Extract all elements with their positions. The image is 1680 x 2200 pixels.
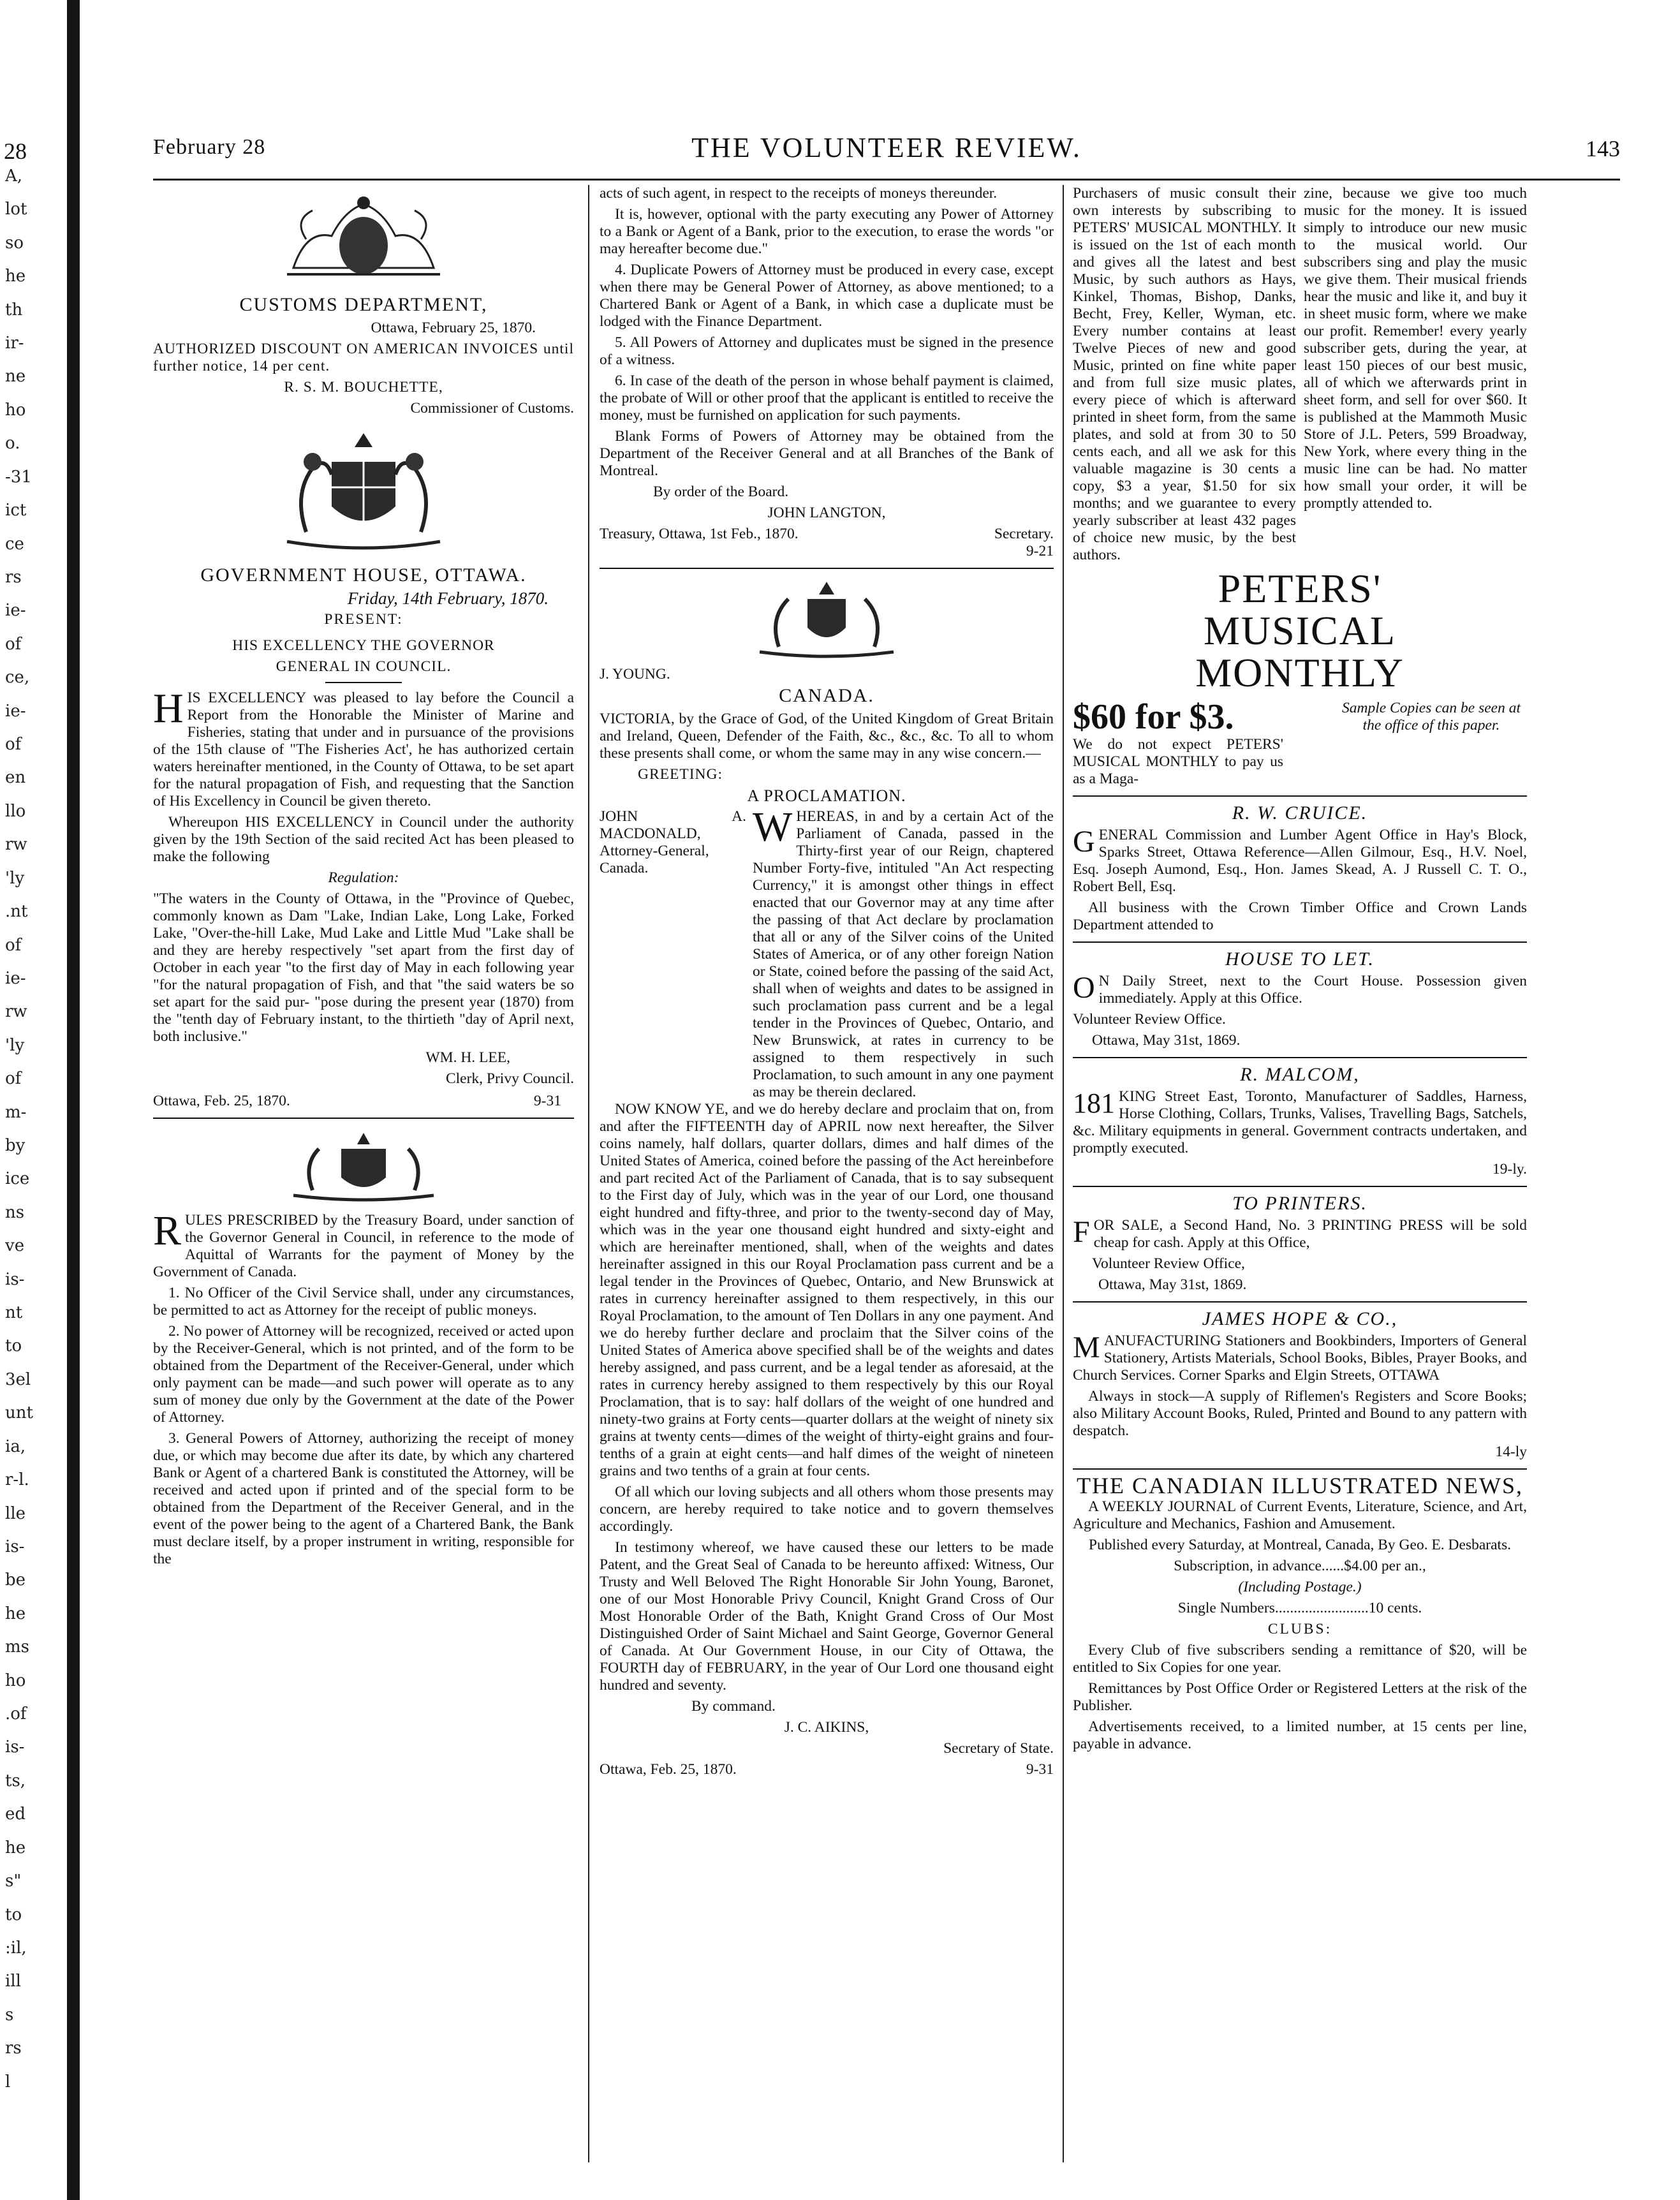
house-body-text: N Daily Street, next to the Court House. Possession given immediately. Apply at this Office. bbox=[1098, 973, 1527, 1007]
malcom-title: R. MALCOM, bbox=[1240, 1064, 1360, 1085]
news-single: Single Numbers.........................10 cents. bbox=[1177, 1600, 1422, 1616]
proclamation-intro: VICTORIA, by the Grace of God, of the United Kingdom of Great Britain and Ireland, Queen, Defender of the Faith, &c., &c., &c. To all to whom these presents shall come, or whom the same may in any wise concern.— bbox=[600, 711, 1054, 762]
margin-fragment: is- bbox=[5, 1537, 25, 1556]
malcom-ref: 19-ly. bbox=[1492, 1161, 1527, 1178]
peters-offer: $60 for $3. bbox=[1073, 697, 1234, 737]
gov-house-body2: Whereupon HIS EXCELLENCY in Council under the authority given by the 19th Section of the said recited Act has been pleased to make the following bbox=[153, 814, 574, 865]
peters-sample: Sample Copies can be seen at the office of this paper. bbox=[1342, 700, 1521, 734]
drop-cap: H bbox=[153, 685, 184, 732]
cruice-body bbox=[1073, 827, 1527, 896]
column-1 bbox=[153, 185, 574, 2175]
proclamation-signer-title: Secretary of State. bbox=[943, 1740, 1054, 1757]
column-rule-2 bbox=[1063, 185, 1064, 2162]
gov-house-title: GOVERNMENT HOUSE, OTTAWA. bbox=[200, 565, 527, 586]
drop-cap: W bbox=[753, 804, 793, 850]
printers-date: Ottawa, May 31st, 1869. bbox=[1098, 1276, 1247, 1293]
margin-fragment: ms bbox=[5, 1637, 29, 1657]
news-subscription: Subscription, in advance......$4.00 per an., bbox=[1174, 1558, 1426, 1574]
news-published: Published every Saturday, at Montreal, Canada, By Geo. E. Desbarats. bbox=[1088, 1537, 1512, 1553]
proclamation-footer bbox=[600, 1761, 1054, 1778]
treasury-intro bbox=[153, 1207, 574, 1281]
section-rule bbox=[153, 1118, 574, 1119]
margin-fragment: ce, bbox=[5, 668, 30, 688]
printers-office: Volunteer Review Office, bbox=[1092, 1255, 1245, 1272]
margin-fragment: .nt bbox=[5, 902, 28, 922]
section-rule bbox=[1073, 1468, 1527, 1470]
margin-fragment: be bbox=[5, 1570, 26, 1590]
margin-fragment: ia, bbox=[5, 1436, 26, 1456]
house-date: Ottawa, May 31st, 1869. bbox=[1092, 1032, 1241, 1049]
proclamation-subtitle: A PROCLAMATION. bbox=[747, 786, 906, 805]
gov-house-signer: WM. H. LEE, bbox=[425, 1049, 510, 1066]
margin-fragment: to bbox=[5, 1905, 22, 1924]
margin-fragment: s bbox=[5, 2005, 14, 2025]
musical-wordmark: MUSICAL bbox=[1203, 608, 1397, 653]
margin-fragment: ie- bbox=[5, 601, 26, 621]
margin-fragment: to bbox=[5, 1336, 22, 1356]
treasury-intro-text: ULES PRESCRIBED by the Treasury Board, under sanction of the Governor General in Council, in reference to the mode of Aquittal of Warrants for the payment of Money by the Government of Canada. bbox=[153, 1212, 574, 1280]
cruice-body2: All business with the Crown Timber Office and Crown Lands Department attended to bbox=[1073, 899, 1527, 933]
margin-fragment: en bbox=[5, 768, 26, 788]
treasury-cont: acts of such agent, in respect to the receipts of moneys thereunder. bbox=[600, 185, 998, 202]
treasury-rule6: 6. In case of the death of the person in whose behalf payment is claimed, the probate of Will or other proof that the applicant is entitled to receive the money, must be furnished on application for such payments. bbox=[600, 373, 1054, 424]
peters-right bbox=[1304, 185, 1527, 568]
margin-fragment: m- bbox=[5, 1102, 27, 1122]
margin-fragment: r-l. bbox=[5, 1470, 29, 1490]
proclamation-ref: 9-31 bbox=[1026, 1761, 1054, 1778]
margin-fragment: is- bbox=[5, 1738, 25, 1757]
customs-dateline: Ottawa, February 25, 1870. bbox=[371, 320, 536, 336]
treasury-rule3: 3. General Powers of Attorney, authorizing the receipt of money due, or which may become due after its date, by which any chartered Bank or Agent of a chartered Bank is constituted the Attorney, will be received and acted upon if printed and of the special form to be obtained from the Department of the Receiver General, and in the event of the power being to the agent of a Chartered Bank, the Bank must declare itself, by a proper instrument in writing, responsible for the bbox=[153, 1430, 574, 1567]
hope-title: JAMES HOPE & CO., bbox=[1202, 1308, 1398, 1329]
hope-body bbox=[1073, 1333, 1527, 1384]
margin-fragment: lle bbox=[5, 1503, 26, 1523]
newspaper-title: THE VOLUNTEER REVIEW. bbox=[691, 132, 1082, 163]
margin-fragment: by bbox=[5, 1136, 26, 1155]
margin-fragment: s" bbox=[5, 1871, 22, 1891]
drop-cap: O bbox=[1073, 971, 1095, 1005]
margin-fragment: o. bbox=[5, 434, 20, 454]
margin-fragment: he bbox=[5, 1838, 26, 1857]
treasury-blank-forms: Blank Forms of Powers of Attorney may be obtained from the Department of the Receiver General and at all Branches of the Bank of Montreal. bbox=[600, 428, 1054, 479]
monthly-wordmark: MONTHLY bbox=[1195, 650, 1404, 695]
customs-signer-title: Commissioner of Customs. bbox=[410, 400, 574, 417]
margin-fragment: llo bbox=[5, 801, 26, 821]
gov-house-signer-title: Clerk, Privy Council. bbox=[445, 1070, 574, 1087]
treasury-signer: JOHN LANGTON, bbox=[767, 505, 886, 521]
proclamation-dateline: Ottawa, Feb. 25, 1870. bbox=[600, 1761, 737, 1778]
margin-fragment: ir- bbox=[5, 334, 24, 353]
coat-of-arms-icon bbox=[268, 424, 459, 557]
gov-house-dateline: Ottawa, Feb. 25, 1870. bbox=[153, 1093, 290, 1109]
gov-house-date: Friday, 14th February, 1870. bbox=[348, 589, 549, 608]
margin-fragment: ho bbox=[5, 1671, 26, 1690]
royal-crest-icon bbox=[281, 191, 446, 287]
page-header bbox=[153, 132, 1620, 173]
binding-gutter bbox=[67, 0, 80, 2200]
margin-fragment: .of bbox=[5, 1704, 27, 1724]
margin-fragment: :il, bbox=[5, 1938, 27, 1958]
hope-ref: 14-ly bbox=[1495, 1443, 1527, 1460]
treasury-dateline: Treasury, Ottawa, 1st Feb., 1870. bbox=[600, 526, 799, 542]
customs-title: CUSTOMS DEPARTMENT, bbox=[239, 294, 488, 315]
malcom-number: 181 bbox=[1073, 1088, 1115, 1119]
margin-fragment: rs bbox=[5, 2039, 22, 2058]
malcom-body-text: KING Street East, Toronto, Manufacturer of Saddles, Harness, Horse Clothing, Collars, Trunks, Valises, Travelling Bags, Satchels, &c. Military equipments in general. Government contracts undertaken, and promptly executed. bbox=[1073, 1088, 1527, 1156]
treasury-rule1: 1. No Officer of the Civil Service shall, under any circumstances, be permitted to act as Attorney for the receipt of public moneys. bbox=[153, 1285, 574, 1318]
regulation-text: "The waters in the County of Ottawa, in the "Province of Quebec, commonly known as Dam "Lake, Indian Lake, Long Lake, Forked Lake, "Over-the-hill Lake, Mud Lake and Little Mud "Lake shall be and they are hereby respectively "set apart from the first day of October in each year "to the first day of May in each following year "for the natural propagation of Fish, and that "the said waters be so set apart for the said pur- "pose during the present year (1870) from the "tenth day of February instant, to the thirtieth "day of April next, both inclusive." bbox=[153, 890, 574, 1045]
house-title: HOUSE TO LET. bbox=[1225, 949, 1375, 970]
treasury-signer-title: Secretary. bbox=[994, 526, 1054, 542]
drop-cap: R bbox=[153, 1207, 182, 1254]
cruice-body-text: ENERAL Commission and Lumber Agent Office in Hay's Block, Sparks Street, Ottawa Reference—Allen Gilmour, Esq., H.V. Noel, Esq. Joseph Aumond, Esq., Hon. James Skead, A. J Russell C. T. O., Robert Bell, Esq. bbox=[1073, 827, 1527, 895]
house-body bbox=[1073, 973, 1527, 1007]
customs-notice: AUTHORIZED DISCOUNT ON AMERICAN INVOICES until further notice, 14 per cent. bbox=[153, 341, 574, 374]
margin-fragment: ill bbox=[5, 1972, 21, 1991]
gov-house-ref: 9-31 bbox=[533, 1093, 561, 1109]
column-3 bbox=[1073, 185, 1527, 2175]
drop-cap: G bbox=[1073, 825, 1095, 859]
news-clubs-body: Every Club of five subscribers sending a remittance of $20, will be entitled to Six Copies for one year. bbox=[1073, 1642, 1527, 1676]
section-rule bbox=[1073, 1186, 1527, 1187]
margin-fragment: A, bbox=[5, 166, 23, 186]
printers-body-text: OR SALE, a Second Hand, No. 3 PRINTING PRESS will be sold cheap for cash. Apply at this Office, bbox=[1093, 1217, 1527, 1251]
proclamation-body4: In testimony whereof, we have caused these our letters to be made Patent, and the Great Seal of Canada to be hereunto affixed: Witness, Our Trusty and Well Beloved The Right Honorable Sir John Young, Baronet, one of our Most Honorable Privy Council, Knight Grand Cross of Our Most Honorable Order of the Bath, Knight Grand Cross of Our Most Distinguished Order of Saint Michael and Saint George, Governor General of Canada. At Our Government House, in our City of Ottawa, the FOURTH day of FEBRUARY, in the year of Our Lord one thousand eight hundred and seventy. bbox=[600, 1539, 1054, 1694]
margin-fragment: lot bbox=[5, 200, 27, 219]
news-ads: Advertisements received, to a limited number, at 15 cents per line, payable in advance. bbox=[1073, 1718, 1527, 1752]
margin-fragment: ve bbox=[5, 1236, 25, 1256]
header-date: February 28 bbox=[153, 135, 266, 159]
proclamation-signer: J. C. AIKINS, bbox=[784, 1719, 869, 1736]
peters-offer-row bbox=[1073, 698, 1527, 736]
proclamation-opening bbox=[600, 804, 1054, 1101]
section-rule bbox=[325, 682, 402, 683]
cruice-title: R. W. CRUICE. bbox=[1232, 802, 1368, 823]
left-page-number: 28 bbox=[4, 138, 27, 164]
section-rule bbox=[1073, 941, 1527, 943]
drop-cap: F bbox=[1073, 1215, 1090, 1249]
malcom-body bbox=[1073, 1088, 1527, 1157]
margin-fragment: of bbox=[5, 634, 22, 654]
regulation-label: Regulation: bbox=[328, 869, 399, 886]
attorney-general-label: JOHN A. MACDONALD, Attorney-General, Canada. bbox=[600, 808, 746, 876]
section-rule bbox=[1073, 795, 1527, 797]
proclamation-signature: J. YOUNG. bbox=[600, 666, 670, 683]
news-clubs: CLUBS: bbox=[1267, 1621, 1332, 1637]
drop-cap: M bbox=[1073, 1331, 1100, 1364]
margin-fragment: so bbox=[5, 233, 24, 253]
margin-fragment: ce bbox=[5, 534, 24, 554]
margin-fragment: ie- bbox=[5, 968, 26, 988]
hope-body2: Always in stock—A supply of Riflemen's Registers and Score Books; also Military Account Books, Ruled, Printed and Bound to any pattern with despatch. bbox=[1073, 1388, 1527, 1439]
margin-fragment: is- bbox=[5, 1269, 25, 1289]
gov-house-body1-text: IS EXCELLENCY was pleased to lay before the Council a Report from the Honorable the Minister of Marine and Fisheries, stating that under and in pursuance of the provisions of the 15th clause of "The Fisheries Act', he has authorized certain waters hereinafter mentioned, in the County of Ottawa, to be set apart for the natural propagation of Fish, and requesting that the Sanction of His Excellency in Council be given thereto. bbox=[153, 690, 574, 809]
royal-coat-of-arms-icon bbox=[744, 577, 910, 660]
section-rule bbox=[1073, 1301, 1527, 1303]
proclamation-greeting: GREETING: bbox=[638, 766, 723, 783]
printers-title: TO PRINTERS. bbox=[1232, 1193, 1367, 1214]
page-number: 143 bbox=[1586, 136, 1620, 161]
margin-fragment: 'ly bbox=[5, 1035, 25, 1055]
margin-fragment: rw bbox=[5, 835, 27, 855]
margin-fragment: he bbox=[5, 267, 26, 286]
gov-house-present: PRESENT: bbox=[324, 611, 403, 628]
margin-fragment: ho bbox=[5, 400, 26, 420]
excellency-line1: HIS EXCELLENCY THE GOVERNOR bbox=[232, 637, 495, 654]
news-remittance: Remittances by Post Office Order or Registered Letters at the risk of the Publisher. bbox=[1073, 1680, 1527, 1714]
printers-body bbox=[1073, 1217, 1527, 1251]
proclamation-body3: Of all which our loving subjects and all others whom those presents may concern, are hereby required to take notice and to govern themselves accordingly. bbox=[600, 1484, 1054, 1535]
margin-fragment: ict bbox=[5, 501, 27, 520]
margin-fragment: ne bbox=[5, 367, 26, 387]
treasury-footer bbox=[600, 526, 1054, 543]
peters-note: We do not expect PETERS' MUSICAL MONTHLY to pay us as a Maga- bbox=[1073, 736, 1283, 787]
column-rule-1 bbox=[588, 185, 589, 2162]
news-postage: (Including Postage.) bbox=[1238, 1579, 1362, 1595]
margin-fragment: 3el bbox=[5, 1369, 31, 1389]
column-2 bbox=[600, 185, 1054, 2175]
margin-fragment: unt bbox=[5, 1403, 33, 1423]
margin-fragment: ie- bbox=[5, 701, 26, 721]
margin-fragment: 'ly bbox=[5, 868, 25, 888]
peters-right-text: zine, because we give too much music for the money. It is issued simply to introduce our new music to the musical world. Our subscribers sing and play the music we give them. Their musical friends hear the music and like it, and buy it in sheet music form, where we make our profit. Remember! every yearly subscriber gets, during the year, at least 150 pieces of our best music, all of which we afterwards print in sheet form, and sell for over $60. It is published at the Mammoth Music Store of J.L. Peters, 599 Broadway, New York, where every thing in the music line can be had. No matter how small your order, it will be promptly attended to. bbox=[1304, 185, 1527, 512]
gov-house-footer bbox=[153, 1093, 574, 1110]
news-subtitle: A WEEKLY JOURNAL of Current Events, Literature, Science, and Art, Agriculture and Mechanics, Fashion and Amusement. bbox=[1073, 1498, 1527, 1532]
treasury-rule4: 4. Duplicate Powers of Attorney must be produced in every case, except when there may be General Power of Attorney, as above mentioned; to a Chartered Bank or Agent of a Bank, in which case a duplicate must be lodged with the Finance Department. bbox=[600, 262, 1054, 330]
house-office: Volunteer Review Office. bbox=[1073, 1011, 1226, 1028]
peters-wordmark: PETERS' bbox=[1218, 566, 1382, 611]
coat-of-arms-icon bbox=[281, 1126, 446, 1203]
treasury-optional: It is, however, optional with the party executing any Power of Attorney to a Bank or Agent of a Bank, prior to the execution, to erase the words "or may hereafter become due." bbox=[600, 206, 1054, 257]
proclamation-body1-text: HEREAS, in and by a certain Act of the Parliament of Canada, passed in the Thirty-first year of our Reign, chaptered Number Forty-five, intituled "An Act respecting Currency," it is amongst other things in effect enacted that our Governor may at any time after the passing of that Act declare by proclamation that all or any of the Silver coins of the United States of America, or of any other foreign Nation or State, coined before the passing of the said Act, shall when of weights and dates to be assigned in such proclamation pass current and be a legal tender in the Provinces of Quebec, Ontario, and New Brunswick, at rates in currency to be assigned to them respectively in such Proclamation, to such amount in any one payment as may be therein declared. bbox=[753, 808, 1054, 1100]
margin-fragment: th bbox=[5, 300, 23, 320]
margin-fragment: l bbox=[5, 2072, 11, 2092]
margin-fragment: ns bbox=[5, 1202, 25, 1222]
news-title: THE CANADIAN ILLUSTRATED NEWS, bbox=[1077, 1473, 1523, 1498]
hope-body-text: ANUFACTURING Stationers and Bookbinders, Importers of General Stationery, Artists Materials, School Books, Bibles, Prayer Books, and Church Services. Corner Sparks and Elgin Streets, OTTAWA bbox=[1073, 1333, 1527, 1384]
section-rule bbox=[1073, 1057, 1527, 1058]
excellency-line2: GENERAL IN COUNCIL. bbox=[276, 658, 452, 675]
margin-fragment: ed bbox=[5, 1805, 26, 1824]
proclamation-body2: NOW KNOW YE, and we do hereby declare and proclaim that on, from and after the FIFTEENTH day of APRIL now next hereafter, the Silver coins namely, half dollars, quarter dollars, dimes and half dimes of the United States of America, coined before the passing of the Act hereinbefore and part recited Act of the Parliament of Canada, that is to say subsequent to the First day of July, which was in the year of our Lord, one thousand eight hundred and fifty-three, and prior to the twenty-second day of May, which was in the year one thousand eight hundred and sixty-eight and which are hereinafter mentioned, shall, when of the weights and dates hereinafter assigned in this our Royal Proclamation pass current and be a legal tender in the Provinces of Quebec, Ontario, and New Brunswick at rates in currency hereinafter assigned to them respectively, in this our Royal Proclamation, to the amount of Ten Dollars in any one payment. And we do hereby further declare and proclaim that the Silver coins of the United States of America above specified shall be of the weights and dates hereby assigned, and pass current, and be a legal tender as aforesaid, at the rates in currency hereby assigned to them respectively by this our Royal Proclamation, that is to say: half dollars of the weight of one hundred and ninety-two grains at Forty cents—quarter dollars at the weight of ninety six grains at twenty cents—dimes of the weight of thirty-eight grains and four-tenths of a grain at eight cents—and half dimes of the weight of nineteen grains and two tenths of a grain at four cents. bbox=[600, 1101, 1054, 1479]
margin-fragment: of bbox=[5, 735, 22, 755]
proclamation-by-command: By command. bbox=[691, 1698, 776, 1715]
treasury-ref: 9-21 bbox=[1026, 543, 1054, 559]
margin-fragment: -31 bbox=[5, 467, 32, 487]
treasury-rule5: 5. All Powers of Attorney and duplicates must be signed in the presence of a witness. bbox=[600, 334, 1054, 368]
peters-left-text: Purchasers of music consult their own interests by subscribing to PETERS' MUSICAL MONTHLY. It is issued on the 1st of each month and gives all the latest and best Music, by such authors as Hays, Kinkel, Thomas, Bishop, Danks, Becht, Frey, Keller, Wyman, etc. Every number contains at least Twelve Pieces of new and good Music, printed on fine white paper and from full size music plates, every piece of which is afterward printed in sheet form, from the same plates, and sold at from 30 to 50 cents each, and all we ask for this valuable magazine is 30 cents a copy, $3 a year, $1.50 for six months; and we guarantee to every yearly subscriber at least 432 pages of choice new music, by the best authors. bbox=[1073, 185, 1296, 563]
margin-fragment: rs bbox=[5, 567, 22, 587]
margin-fragment: nt bbox=[5, 1303, 23, 1323]
peters-ad bbox=[1073, 185, 1527, 568]
treasury-by-order: By order of the Board. bbox=[653, 484, 789, 500]
margin-fragment: rw bbox=[5, 1002, 27, 1022]
section-rule bbox=[600, 568, 1054, 569]
peters-left bbox=[1073, 185, 1296, 568]
margin-fragment: ts, bbox=[5, 1771, 26, 1790]
proclamation-title: CANADA. bbox=[779, 685, 874, 706]
margin-fragment: ice bbox=[5, 1169, 30, 1189]
customs-signer: R. S. M. BOUCHETTE, bbox=[284, 379, 443, 395]
header-rule bbox=[153, 179, 1620, 181]
treasury-rule2: 2. No power of Attorney will be recognized, received or acted upon by the Receiver-General, which is not printed, and of the form to be obtained from the Department of the Receiver-General, under which only payment can be made—and such power will operate as to any sum of money due only by the Government at the date of the Power of Attorney. bbox=[153, 1323, 574, 1426]
margin-fragment: he bbox=[5, 1604, 26, 1623]
margin-fragment: of bbox=[5, 935, 22, 955]
gov-house-body1 bbox=[153, 685, 574, 810]
margin-fragment: of bbox=[5, 1069, 22, 1089]
